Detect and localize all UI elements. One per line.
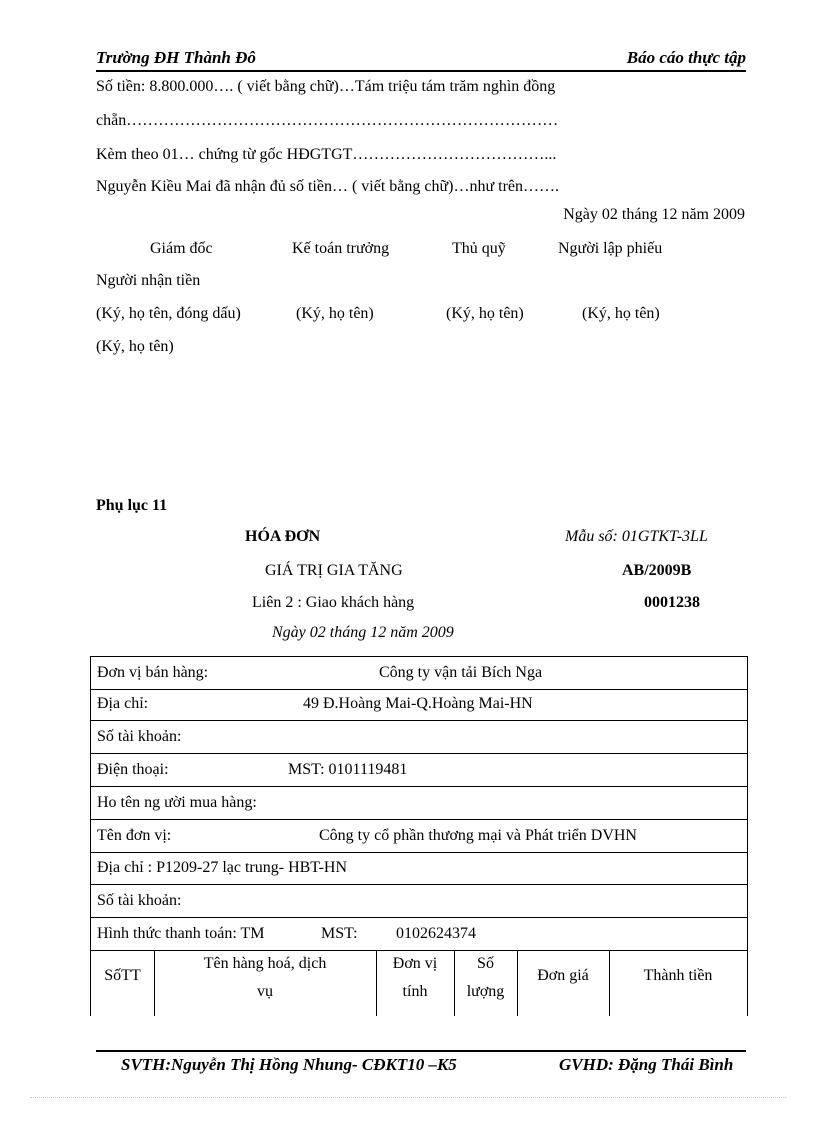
appendix-label: Phụ lục 11 [96,497,168,514]
seller-address-row [90,688,748,721]
col-name-line1: Tên hàng hoá, dịch [203,955,327,972]
buyer-name-label: Ho tên ng ười mua hàng: [97,794,257,811]
seller-row [90,656,748,690]
seller-value: Công ty vận tải Bích Nga [379,664,543,681]
receipt-attachment-line: Kèm theo 01… chứng từ gốc HĐGTGT………………………………... [96,146,557,163]
payment-row [90,918,748,951]
signer-director: Giám đốc [150,240,213,257]
footer-rule [96,1050,746,1052]
buyer-tax-label: MST: [321,925,358,942]
seller-tax-code: MST: 0101119481 [288,761,408,778]
header-report-type: Báo cáo thực tập [626,48,746,67]
col-amount: Thành tiền [643,967,713,984]
seller-account-label: Số tài khoản: [97,728,182,745]
signer-receiver: Người nhận tiền [96,272,201,289]
col-unit-line2: tính [402,983,428,1000]
buyer-unit-row [90,820,748,853]
sign-note-receiver: (Ký, họ tên) [96,338,174,355]
buyer-address: Địa chỉ : P1209-27 lạc trung- HBT-HN [97,859,348,876]
buyer-tax-value: 0102624374 [396,925,476,942]
seller-account-row [90,721,748,754]
invoice-number: 0001238 [644,594,700,611]
sign-note-director: (Ký, họ tên, đóng dấu) [96,305,241,322]
buyer-account-row [90,885,748,918]
buyer-account-label: Số tài khoản: [97,892,182,909]
receipt-amount-line-cont: chẵn……………………………………………………………………… [96,112,559,129]
invoice-subtitle: GIÁ TRỊ GIA TĂNG [265,562,403,579]
items-header [90,951,748,1016]
col-price: Đơn giá [537,967,589,984]
invoice-copy: Liên 2 : Giao khách hàng [252,594,415,611]
receipt-amount-line: Số tiền: 8.800.000…. ( viết bằng chữ)…Tám triệu tám trăm nghìn đồng [96,78,556,95]
footer-advisor: GVHD: Đặng Thái Bình [559,1055,734,1074]
buyer-unit-label: Tên đơn vị: [97,827,172,844]
footer-student: SVTH:Nguyễn Thị Hồng Nhung- CĐKT10 –K5 [121,1055,457,1074]
receipt-date: Ngày 02 tháng 12 năm 2009 [563,206,745,223]
signer-preparer: Người lập phiếu [558,240,663,257]
invoice-series: AB/2009B [622,562,692,579]
sign-note-preparer: (Ký, họ tên) [582,305,660,322]
payment-method: Hình thức thanh toán: TM [97,925,265,942]
sign-note-chief-accountant: (Ký, họ tên) [296,305,374,322]
receipt-received-line: Nguyễn Kiều Mai đã nhận đủ số tiền… ( viết bằng chữ)…như trên……. [96,178,560,195]
signer-chief-accountant: Kế toán trưởng [292,240,390,257]
signer-cashier: Thủ quỹ [452,240,506,257]
col-qty-line2: lượng [466,983,505,1000]
invoice-title: HÓA ĐƠN [245,528,321,545]
seller-phone-label: Điện thoại: [97,761,169,778]
header-school: Trường ĐH Thành Đô [96,48,256,67]
buyer-address-row [90,852,748,885]
col-stt: SốTT [104,967,141,984]
invoice-date: Ngày 02 tháng 12 năm 2009 [272,624,454,641]
sign-note-cashier: (Ký, họ tên) [446,305,524,322]
header-rule [96,70,746,72]
seller-address-value: 49 Đ.Hoàng Mai-Q.Hoàng Mai-HN [303,695,533,712]
buyer-name-row [90,787,748,820]
col-name-line2: vụ [257,983,273,1000]
col-unit-line1: Đơn vị [392,955,438,972]
invoice-form-number: Mẫu số: 01GTKT-3LL [565,528,708,545]
buyer-unit-value: Công ty cổ phần thương mại và Phát triển DVHN [319,827,637,844]
col-qty-line1: Số [477,955,494,972]
seller-phone-row [90,754,748,787]
seller-address-label: Địa chỉ: [97,695,149,712]
page-edge-dots [30,1097,786,1098]
seller-label: Đơn vị bán hàng: [97,664,209,681]
